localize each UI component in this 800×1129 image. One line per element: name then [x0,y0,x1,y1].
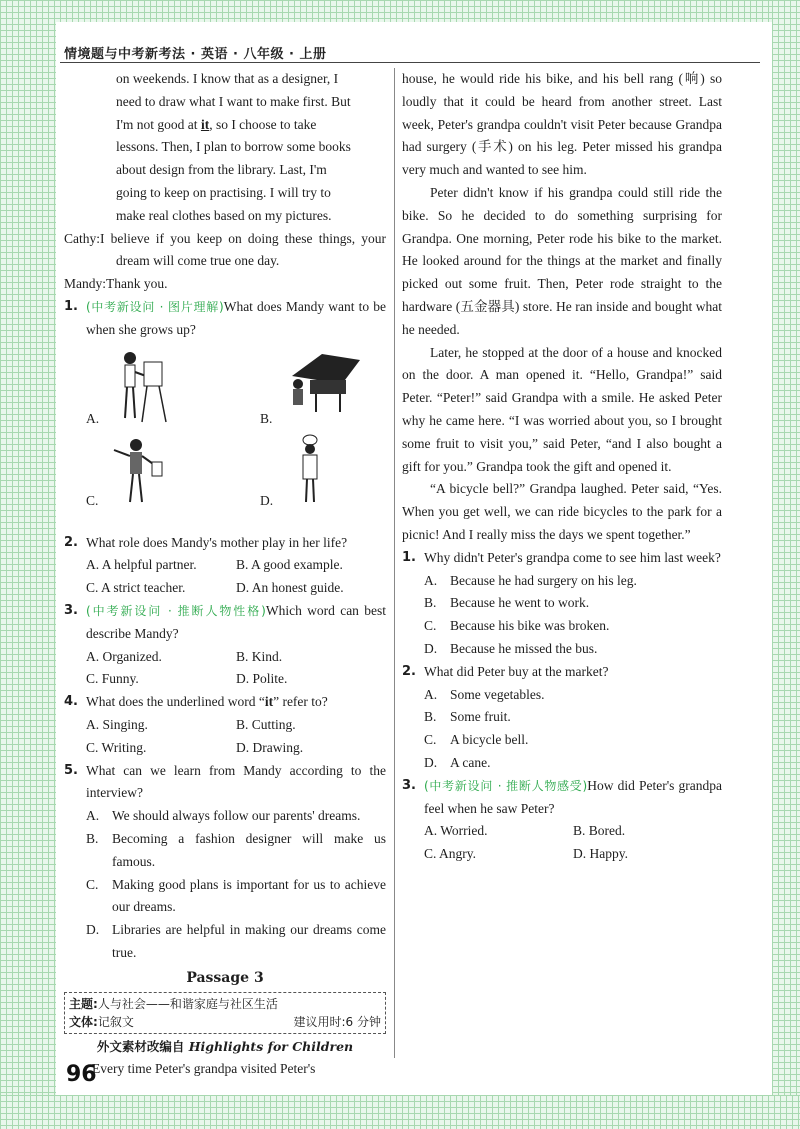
source-prefix: 外文素材改编自 [96,1038,189,1054]
question-text: What does Mandy want to be when she grows up? [86,298,386,337]
text-line: on weekends. I know that as a designer, I [116,71,339,86]
question-tag: (中考新设问 · 推断人物性格) [86,603,266,618]
question-tag: (中考新设问 · 推断人物感受) [424,778,588,793]
option-letter: B. [236,648,249,664]
option-row [64,737,386,760]
text-line: going to keep on practising. I will try to [116,184,331,200]
option-letter: C. [86,739,99,755]
option-letter: D. [86,922,100,938]
question-number: 5. [64,762,78,778]
option-letter: B. [86,830,99,846]
question-1 [402,547,722,570]
option-letter: C. [86,876,99,892]
genre-label: 文体: [69,1014,98,1029]
option-d[interactable] [236,737,386,760]
question-4 [64,691,386,714]
question-text-wrap [424,775,722,821]
option-text: Kind. [251,648,283,664]
genre-row [69,1013,381,1031]
option-letter: A. [86,716,100,732]
question-2 [402,661,722,684]
option-a[interactable] [402,570,722,593]
question-5 [64,760,386,806]
column-divider [394,68,395,1058]
text-line: lessons. Then, I plan to borrow some books [116,139,351,155]
question-text: What does the underlined word “ [86,694,265,710]
text-line: about design from the library. Last, I'm [116,162,327,178]
option-a[interactable] [86,714,236,737]
option-letter: B. [573,823,586,839]
option-b[interactable] [236,646,386,669]
page-header: 情境题与中考新考法 · 英语 · 八年级 · 上册 [64,47,327,62]
option-d[interactable] [236,577,386,600]
option-b[interactable] [402,706,722,729]
option-letter: C. [86,580,99,596]
option-a-label[interactable]: A. [86,410,100,426]
grid-border-right [772,0,800,1129]
option-row [402,820,722,843]
question-text: Which word can best describe Mandy? [86,602,386,641]
option-text: Bored. [588,823,626,839]
option-text: Some fruit. [450,709,511,725]
option-text: We should always follow our parents' dreams. [112,808,361,824]
option-letter: C. [424,618,437,634]
passage-paragraph: “A bicycle bell?” Grandpa laughed. Peter said, “Yes. When you get well, we can ride bicycles to the park for a picnic! And I really miss the days we spent together.” [402,481,722,542]
mandy-line [64,273,386,296]
option-c-label[interactable]: C. [86,492,99,508]
option-text: An honest guide. [251,580,344,596]
speaker-text: I believe if you keep on doing these things, your dream will come true one day. [100,230,386,269]
text-line: make real clothes based on my pictures. [116,207,332,223]
option-letter: B. [236,557,249,573]
option-a[interactable] [424,820,573,843]
option-row [64,554,386,577]
option-letter: A. [86,557,100,573]
option-text: A good example. [251,557,343,573]
option-text: Funny. [101,671,139,687]
question-number: 2. [402,663,416,679]
speaker-name: Cathy: [64,230,100,246]
option-letter: B. [424,595,437,611]
quoted-word: it [264,694,274,710]
option-c[interactable] [86,668,236,691]
option-letter: D. [424,640,438,656]
option-c[interactable] [86,577,236,600]
option-text: A cane. [450,754,491,770]
question-number: 4. [64,694,78,710]
underlined-word: it [200,116,210,132]
genre-value: 记叙文 [97,1014,134,1029]
option-text: Because his bike was broken. [450,618,610,634]
text-line: need to draw what I want to make first. But [116,93,351,109]
question-text-wrap [86,691,386,714]
option-text: Polite. [252,671,288,687]
left-column [64,68,386,1081]
option-d[interactable] [573,843,722,866]
question-1 [64,296,386,342]
option-letter: C. [86,671,99,687]
option-a[interactable] [402,684,722,707]
designer-figure-icon[interactable] [104,436,168,506]
option-b[interactable] [573,820,722,843]
option-row [64,577,386,600]
source-title: Highlights for Children [188,1038,354,1054]
option-letter: D. [236,739,250,755]
option-text: A strict teacher. [101,580,186,596]
theme-value: 人与社会——和谐家庭与社区生活 [97,996,278,1011]
question-3 [64,600,386,646]
option-text: Libraries are helpful in making our dreams come true. [112,922,386,960]
passage-paragraph: Peter didn't know if his grandpa could still ride the bike. So he decided to do something surprising for Grandpa. One morning, Peter rode his bike to the market. He looked around for the things at the market and finally picked out some fruit. Then, Peter rode straight to the hardware (五金器具) store. He ran inside and bought what he needed. [402,184,722,337]
option-letter: C. [424,732,437,748]
option-letter: A. [86,808,100,824]
option-text: Because he went to work. [450,595,590,611]
option-d-label[interactable]: D. [260,492,274,508]
option-row [64,668,386,691]
option-c[interactable] [64,874,386,920]
option-letter: B. [424,709,437,725]
passage-paragraph: house, he would ride his bike, and his bell rang (响) so loudly that it could be heard from another street. Last week, Peter's grandpa couldn't visit Peter because Grandpa had surgery (手术) on his leg. Peter missed his grandpa very much and wanted to see him. [402,71,722,178]
option-letter: C. [424,846,437,862]
question-text: How did Peter's grandpa feel when he saw Peter? [424,777,722,816]
option-text: Writing. [101,739,147,755]
genre-wrap [69,1013,134,1031]
question-text-wrap [86,296,386,342]
option-letter: B. [236,716,249,732]
option-b[interactable] [64,828,386,874]
question-number: 3. [402,777,416,793]
text-fragment: , so I choose to take [209,116,317,132]
option-text: Angry. [439,846,477,862]
passage-paragraph: Every time Peter's grandpa visited Peter's [92,1061,316,1077]
option-letter: A. [424,823,438,839]
option-text: Cutting. [251,716,296,732]
option-letter: D. [424,754,438,770]
option-letter: D. [236,580,250,596]
option-row [64,714,386,737]
painter-figure-icon[interactable] [112,348,172,428]
option-letter: A. [424,572,438,588]
question-text: What did Peter buy at the market? [424,663,609,679]
option-d[interactable] [64,919,386,965]
question-3 [402,775,722,821]
grid-border-left [0,0,56,1129]
passage-title: Passage 3 [186,969,264,986]
header-rule [60,62,760,63]
question-text: ” refer to? [273,694,328,710]
option-c[interactable] [402,729,722,752]
piano-player-icon[interactable] [282,346,362,416]
question-2 [64,532,386,555]
passage-info-box [64,992,386,1034]
passage-source [64,1036,386,1059]
question-number: 1. [64,298,78,314]
question-number: 1. [402,549,416,565]
option-text: Making good plans is important for us to achieve our dreams. [112,876,386,915]
picture-options [64,342,386,532]
interview-continuation [64,68,386,228]
chef-figure-icon[interactable] [290,434,330,506]
right-column [402,68,722,866]
question-number: 3. [64,602,78,618]
question-text: What role does Mandy's mother play in her life? [86,534,348,550]
suggested-time: 建议用时:6 分钟 [293,1014,381,1029]
option-b[interactable] [236,554,386,577]
option-row [64,646,386,669]
option-a[interactable] [86,646,236,669]
question-text: What can we learn from Mandy according to the interview? [86,762,386,801]
option-text: A helpful partner. [101,557,197,573]
option-a[interactable] [64,805,386,828]
option-letter: A. [86,648,100,664]
option-text: A bicycle bell. [450,732,529,748]
theme-label: 主题: [69,996,98,1011]
option-d[interactable] [402,638,722,661]
question-number: 2. [64,534,78,550]
option-text: Some vegetables. [450,686,545,702]
option-text: Becoming a fashion designer will make us famous. [112,830,386,869]
option-text: Because he had surgery on his leg. [450,572,637,588]
option-row [402,843,722,866]
grid-border-top [0,0,800,22]
option-c[interactable] [424,843,573,866]
text-fragment: I'm not good at [116,116,201,132]
option-b[interactable] [402,592,722,615]
option-c[interactable] [86,737,236,760]
text-line [116,114,386,137]
theme-row [69,995,381,1013]
speaker-name: Mandy: [64,276,106,292]
option-text: Organized. [102,648,162,664]
option-letter: D. [573,846,587,862]
cathy-line [64,228,386,274]
option-letter: A. [424,686,438,702]
option-c[interactable] [402,615,722,638]
option-text: Happy. [589,846,628,862]
option-b[interactable] [236,714,386,737]
option-text: Drawing. [252,739,304,755]
question-text: Why didn't Peter's grandpa come to see him last week? [424,549,721,565]
grid-border-bottom [0,1095,800,1129]
option-text: Worried. [440,823,488,839]
option-letter: D. [236,671,250,687]
option-d[interactable] [402,752,722,775]
option-a[interactable] [86,554,236,577]
page-number: 96 [66,1062,97,1087]
passage-paragraph: Later, he stopped at the door of a house and knocked on the door. A man opened it. “Hello, Grandpa!” said Peter. “Peter!” said Grandpa with a smile. He asked Peter why he came here. “I was worried about you, so I brought some fruit to visit you,” said Peter, “and I also bought a gift for you.” Grandpa took the gift and opened it. [402,344,722,474]
question-tag: (中考新设问 · 图片理解) [86,299,224,314]
question-text-wrap [86,600,386,646]
option-b-label[interactable]: B. [260,410,273,426]
speaker-text: Thank you. [106,276,168,292]
option-d[interactable] [236,668,386,691]
option-text: Because he missed the bus. [450,640,598,656]
option-text: Singing. [102,716,148,732]
